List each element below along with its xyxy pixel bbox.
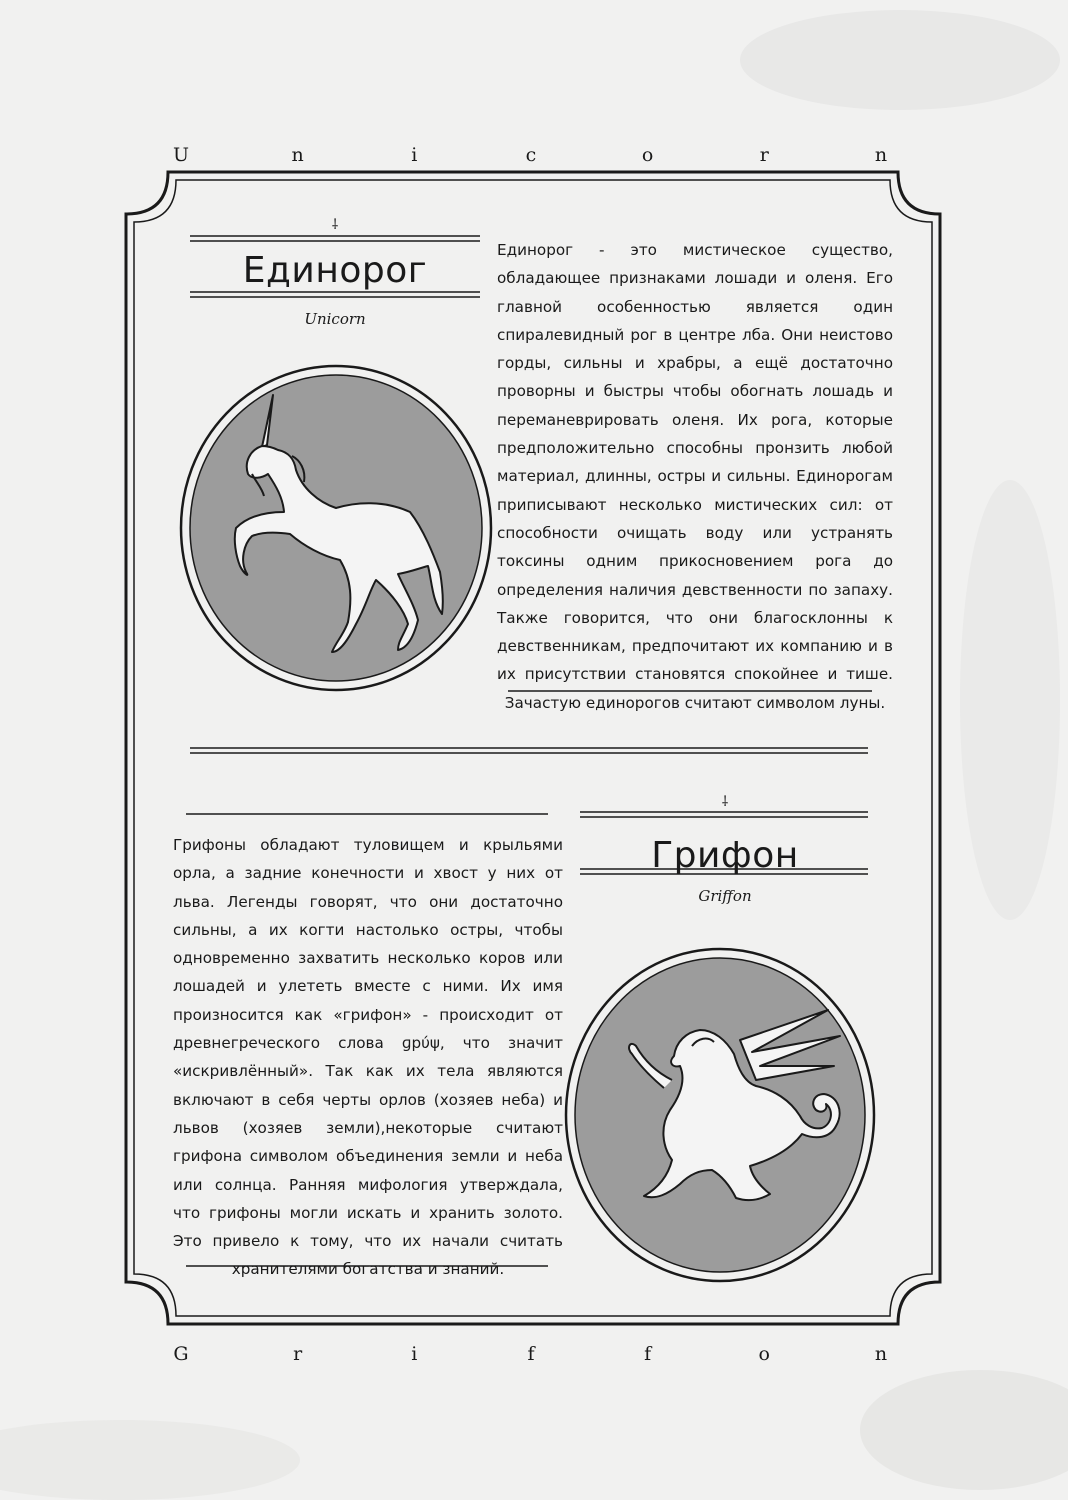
border-letter: G	[173, 1343, 189, 1365]
bottom-border-letters	[172, 1343, 890, 1365]
border-letter: r	[293, 1343, 303, 1365]
border-letter: U	[172, 144, 189, 166]
section-divider	[190, 748, 868, 753]
griffon-subtitle: Griffon	[698, 887, 752, 905]
border-letter: r	[759, 144, 769, 166]
unicorn-subtitle: Unicorn	[304, 310, 366, 328]
border-letter: o	[641, 144, 654, 166]
griffon-description: Грифоны обладают туловищем и крыльями орла, а задние конечности и хвост у них от льва. Легенды говорят, что они достаточно сильны, а их когти настолько остры, чтобы одновременно захватить несколько коров или лошадей и улететь вместе с ними. Их имя произносится как «грифон» - происходит от древнегреческого слова ɡpύψ, что значит «искривлённый». Так как их тела являются включают в себя черты орлов (хозяев неба) и львов (хозяев земли),некоторые считают грифона символом объединения земли и неба или солнца. Ранняя мифология утверждала, что грифоны могли искать и хранить золото. Это привело к тому, что их начали считать хранителями богатства и знаний.	[173, 836, 563, 1279]
border-letter: n	[874, 1343, 888, 1365]
border-letter: n	[291, 144, 304, 166]
griffon-medallion	[566, 949, 874, 1281]
border-letter: n	[874, 144, 888, 166]
top-border-letters	[172, 144, 890, 166]
border-letter: i	[411, 144, 418, 166]
griffon-title: Грифон	[651, 835, 799, 876]
ornament-icon: ⸸	[331, 217, 339, 233]
griffon-heading	[580, 794, 870, 905]
unicorn-medallion	[181, 366, 491, 690]
unicorn-title: Единорог	[242, 250, 428, 291]
unicorn-heading	[190, 217, 480, 328]
border-letter: f	[527, 1343, 535, 1365]
border-letter: o	[758, 1343, 770, 1365]
border-letter: c	[525, 144, 537, 166]
border-letter: f	[644, 1343, 652, 1365]
unicorn-description: Единорог - это мистическое существо, обладающее признаками лошади и оленя. Его главной особенностью является один спиралевидный рог в центре лба. Они неистово горды, сильны и храбры, а ещё достаточно проворны и быстры чтобы обогнать лошадь и переманеврировать оленя. Их рога, которые предположительно способны пронзить любой материал, длинны, остры и сильны. Единорогам приписывают несколько мистических сил: от способности очищать воду или устранять токсины одним прикосновением рога до определения наличия девственности по запаху. Также говорится, что они благосклонны к девственникам, предпочитают их компанию и в их присутствии становятся спокойнее и тише. Зачастую единорогов считают символом луны.	[497, 241, 893, 712]
ornament-icon: ⸸	[721, 794, 729, 810]
border-letter: i	[411, 1343, 418, 1365]
